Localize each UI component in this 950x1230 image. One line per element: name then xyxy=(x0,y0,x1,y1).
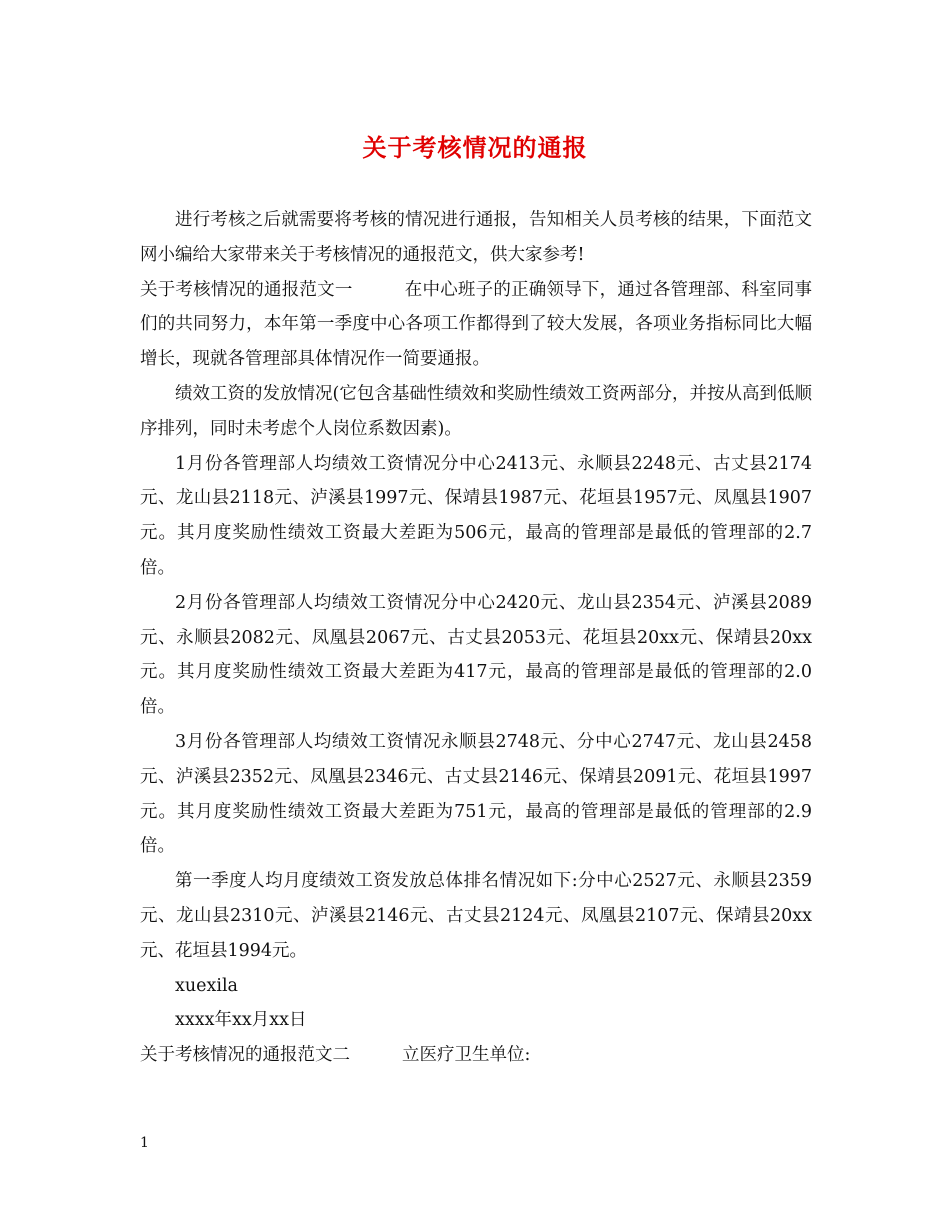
paragraph-february: 2月份各管理部人均绩效工资情况分中心2420元、龙山县2354元、泸溪县2089元、永顺县2082元、凤凰县2067元、古丈县2053元、花垣县20xx元、保靖县20xx元。其月度奖励性绩效工资最大差距为417元，最高的管理部是最低的管理部的2.0倍。 xyxy=(140,592,812,718)
page-number: 1 xyxy=(140,1135,149,1151)
paragraph-march: 3月份各管理部人均绩效工资情况永顺县2748元、分中心2747元、龙山县2458元、泸溪县2352元、凤凰县2346元、古丈县2146元、保靖县2091元、花垣县1997元。其月度奖励性绩效工资最大差距为751元，最高的管理部是最低的管理部的2.9倍。 xyxy=(140,731,812,857)
paragraph-first-quarter: 第一季度人均月度绩效工资发放总体排名情况如下:分中心2527元、永顺县2359元、龙山县2310元、泸溪县2146元、古丈县2124元、凤凰县2107元、保靖县20xx元、花垣县1994元。 xyxy=(140,871,812,961)
paragraph-january: 1月份各管理部人均绩效工资情况分中心2413元、永顺县2248元、古丈县2174元、龙山县2118元、泸溪县1997元、保靖县1987元、花垣县1957元、凤凰县1907元。其月度奖励性绩效工资最大差距为506元，最高的管理部是最低的管理部的2.7倍。 xyxy=(140,453,812,578)
paragraph-date: xxxx年xx月xx日 xyxy=(175,1010,307,1031)
paragraph-performance-pay: 绩效工资的发放情况(它包含基础性绩效和奖励性绩效工资两部分，并按从高到低顺序排列，同时未考虑个人岗位系数因素)。 xyxy=(140,383,812,439)
section-heading-sample-one: 关于考核情况的通报范文一 xyxy=(140,279,353,300)
document-body xyxy=(140,203,812,1073)
paragraph-sample-two xyxy=(140,1038,812,1073)
paragraph-sample-one-text: 在中心班子的正确领导下，通过各管理部、科室同事们的共同努力，本年第一季度中心各项工作都得到了较大发展，各项业务指标同比大幅增长，现就各管理部具体情况作一简要通报。 xyxy=(140,279,813,370)
paragraph-sample-one xyxy=(140,273,812,377)
paragraph-signature: xuexila xyxy=(175,975,238,996)
paragraph-intro: 进行考核之后就需要将考核的情况进行通报，告知相关人员考核的结果，下面范文网小编给大家带来关于考核情况的通报范文，供大家参考! xyxy=(140,210,812,265)
paragraph-sample-two-text: 立医疗卫生单位: xyxy=(402,1045,531,1066)
section-heading-sample-two: 关于考核情况的通报范文二 xyxy=(140,1045,350,1066)
document-title: 关于考核情况的通报 xyxy=(362,133,588,162)
